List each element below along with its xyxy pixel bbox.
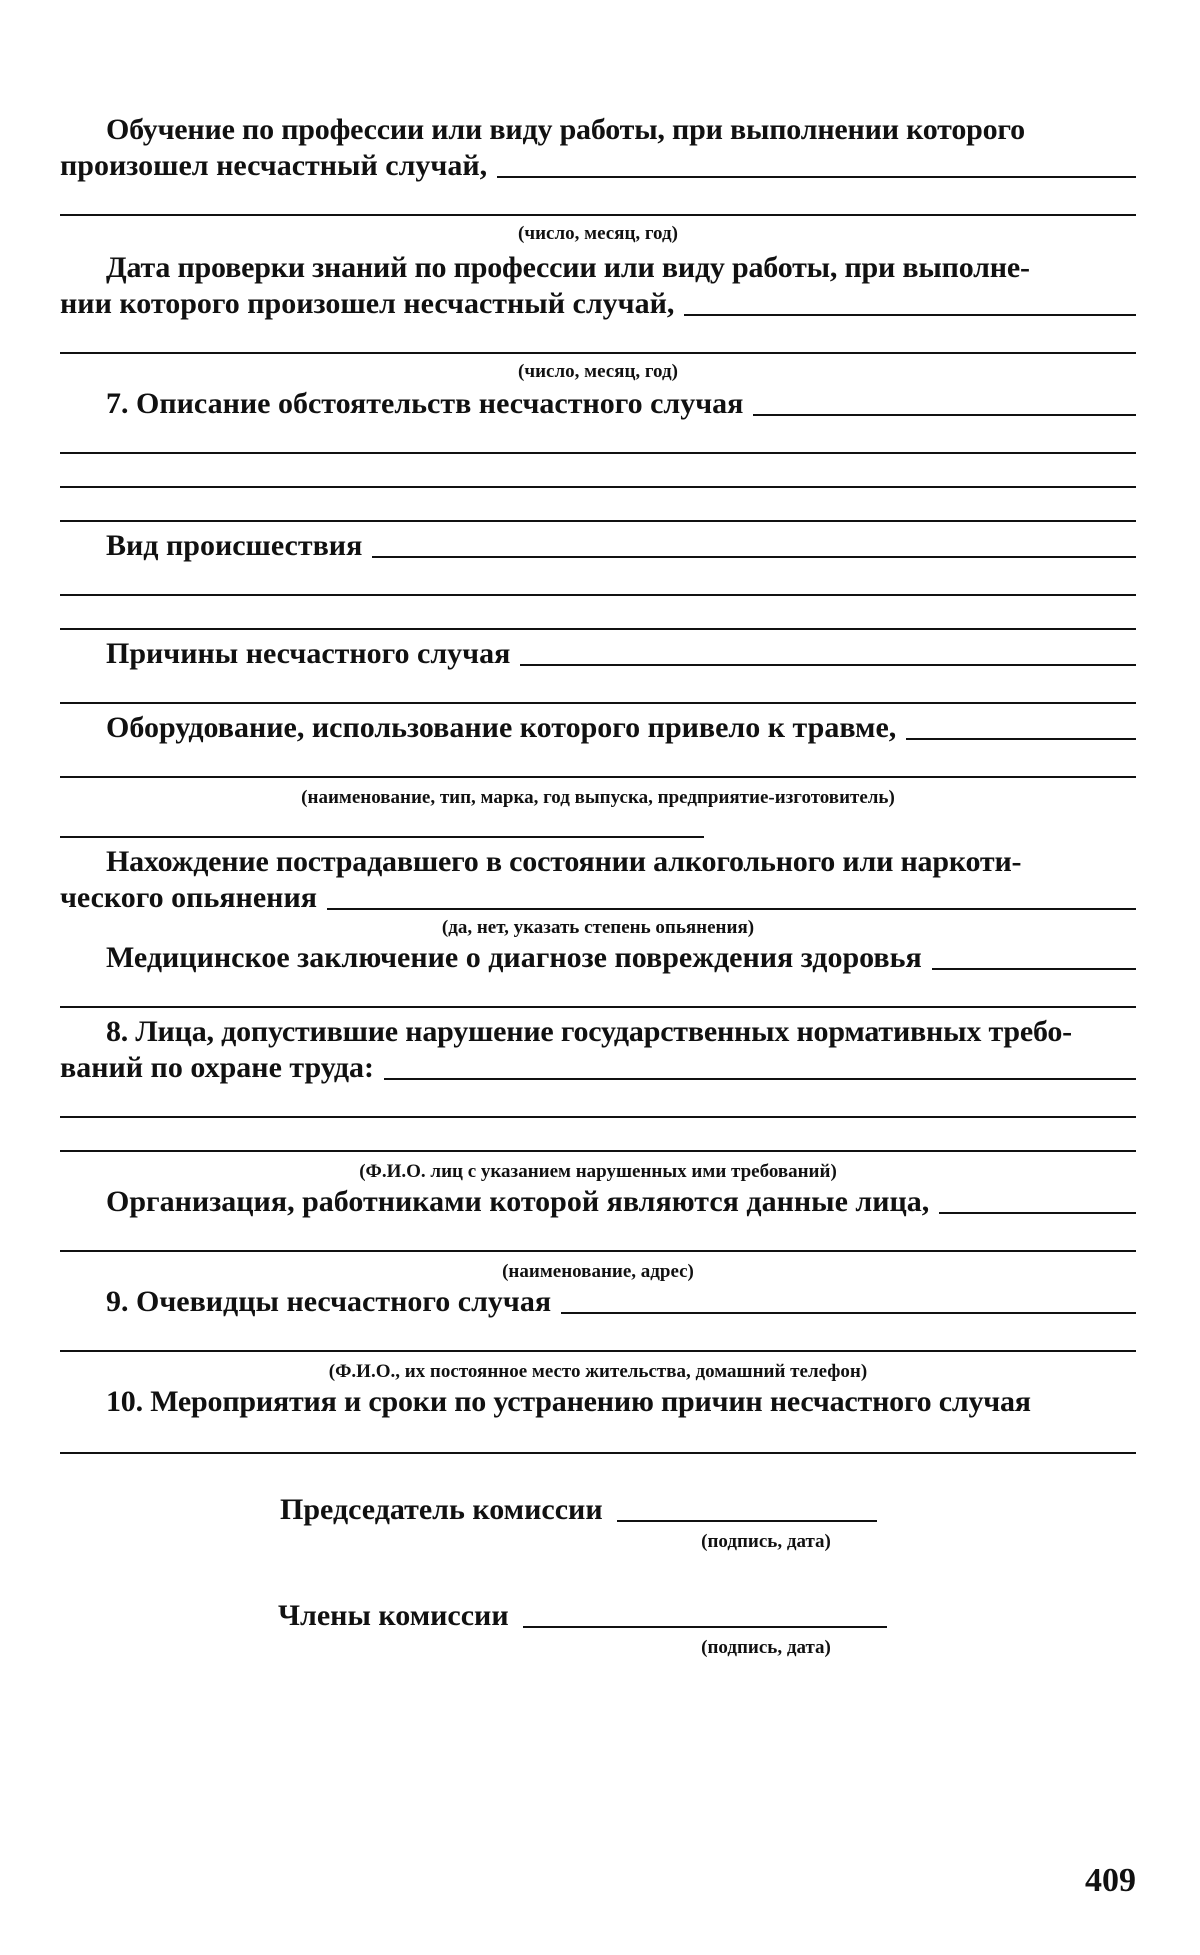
chair-signature-row: [60, 1492, 1136, 1528]
circumstances-field[interactable]: [753, 386, 1136, 416]
organization-label: Организация, работниками которой являются данные лица,: [106, 1185, 930, 1218]
violators-label: ваний по охране труда:: [60, 1051, 375, 1084]
causes-field[interactable]: [520, 636, 1136, 666]
training-row: [60, 148, 1136, 184]
equipment-line[interactable]: [60, 776, 1136, 778]
chair-signature-caption: (подпись, дата): [701, 1531, 831, 1552]
intoxication-field[interactable]: [327, 880, 1136, 910]
causes-line[interactable]: [60, 702, 1136, 704]
causes-label: Причины несчастного случая: [106, 637, 511, 670]
knowledge-check-row: [60, 286, 1136, 322]
witnesses-caption: (Ф.И.О., их постоянное место жительства, домашний телефон): [328, 1361, 868, 1382]
equipment-label: Оборудование, использование которого привело к травме,: [106, 711, 897, 744]
page-number: 409: [1085, 1862, 1136, 1899]
equipment-caption: (наименование, тип, марка, год выпуска, предприятие-изготовитель): [301, 787, 895, 808]
members-label: Члены комиссии: [278, 1599, 509, 1632]
circumstances-row: [60, 386, 1136, 422]
violators-line-2[interactable]: [60, 1150, 1136, 1152]
knowledge-check-caption: (число, месяц, год): [518, 361, 678, 382]
intoxication-label: ческого опьянения: [60, 881, 317, 914]
measures-line[interactable]: [60, 1452, 1136, 1454]
incident-type-line-1[interactable]: [60, 594, 1136, 596]
causes-row: [60, 636, 1136, 672]
form-page: [60, 112, 1136, 1660]
incident-type-row: [60, 528, 1136, 564]
circumstances-line-1[interactable]: [60, 452, 1136, 454]
chair-signature-field[interactable]: [617, 1492, 877, 1522]
medical-line[interactable]: [60, 1006, 1136, 1008]
members-signature-caption: (подпись, дата): [701, 1637, 831, 1658]
circumstances-line-3[interactable]: [60, 520, 1136, 522]
training-caption: (число, месяц, год): [518, 223, 678, 244]
knowledge-check-date-line[interactable]: [60, 352, 1136, 354]
violators-caption: (Ф.И.О. лиц с указанием нарушенных ими требований): [359, 1161, 837, 1182]
medical-label: Медицинское заключение о диагнозе повреждения здоровья: [106, 941, 922, 974]
equipment-field[interactable]: [906, 710, 1136, 740]
circumstances-line-2[interactable]: [60, 486, 1136, 488]
circumstances-label: 7. Описание обстоятельств несчастного случая: [106, 387, 744, 420]
medical-row: [60, 940, 1136, 976]
incident-type-label: Вид происшествия: [106, 529, 363, 562]
violators-text: 8. Лица, допустившие нарушение государственных нормативных требо-: [106, 1015, 1072, 1048]
knowledge-check-date-field[interactable]: [684, 286, 1136, 316]
members-signature-field[interactable]: [523, 1598, 887, 1628]
witnesses-line[interactable]: [60, 1350, 1136, 1352]
incident-type-field[interactable]: [372, 528, 1136, 558]
chair-label: Председатель комиссии: [280, 1493, 603, 1526]
training-date-field[interactable]: [497, 148, 1136, 178]
witnesses-label: 9. Очевидцы несчастного случая: [106, 1285, 552, 1318]
training-label: произошел несчастный случай,: [60, 149, 488, 182]
training-date-line[interactable]: [60, 214, 1136, 216]
organization-caption: (наименование, адрес): [502, 1261, 694, 1282]
knowledge-check-text: Дата проверки знаний по профессии или виду работы, при выполне-: [106, 251, 1030, 284]
organization-row: [60, 1184, 1136, 1220]
intoxication-row: [60, 880, 1136, 916]
equipment-line-short[interactable]: [60, 836, 704, 838]
violators-line-1[interactable]: [60, 1116, 1136, 1118]
equipment-row: [60, 710, 1136, 746]
violators-row: [60, 1050, 1136, 1086]
intoxication-caption: (да, нет, указать степень опьянения): [441, 917, 755, 938]
members-signature-row: [60, 1598, 1136, 1634]
violators-field[interactable]: [384, 1050, 1136, 1080]
measures-label: 10. Мероприятия и сроки по устранению причин несчастного случая: [106, 1385, 1031, 1418]
medical-field[interactable]: [932, 940, 1136, 970]
organization-line[interactable]: [60, 1250, 1136, 1252]
witnesses-row: [60, 1284, 1136, 1320]
witnesses-field[interactable]: [561, 1284, 1136, 1314]
knowledge-check-label: нии которого произошел несчастный случай,: [60, 287, 675, 320]
intoxication-text: Нахождение пострадавшего в состоянии алкогольного или наркоти-: [106, 845, 1022, 878]
organization-field[interactable]: [939, 1184, 1136, 1214]
training-text: Обучение по профессии или виду работы, при выполнении которого: [106, 113, 1025, 146]
incident-type-line-2[interactable]: [60, 628, 1136, 630]
